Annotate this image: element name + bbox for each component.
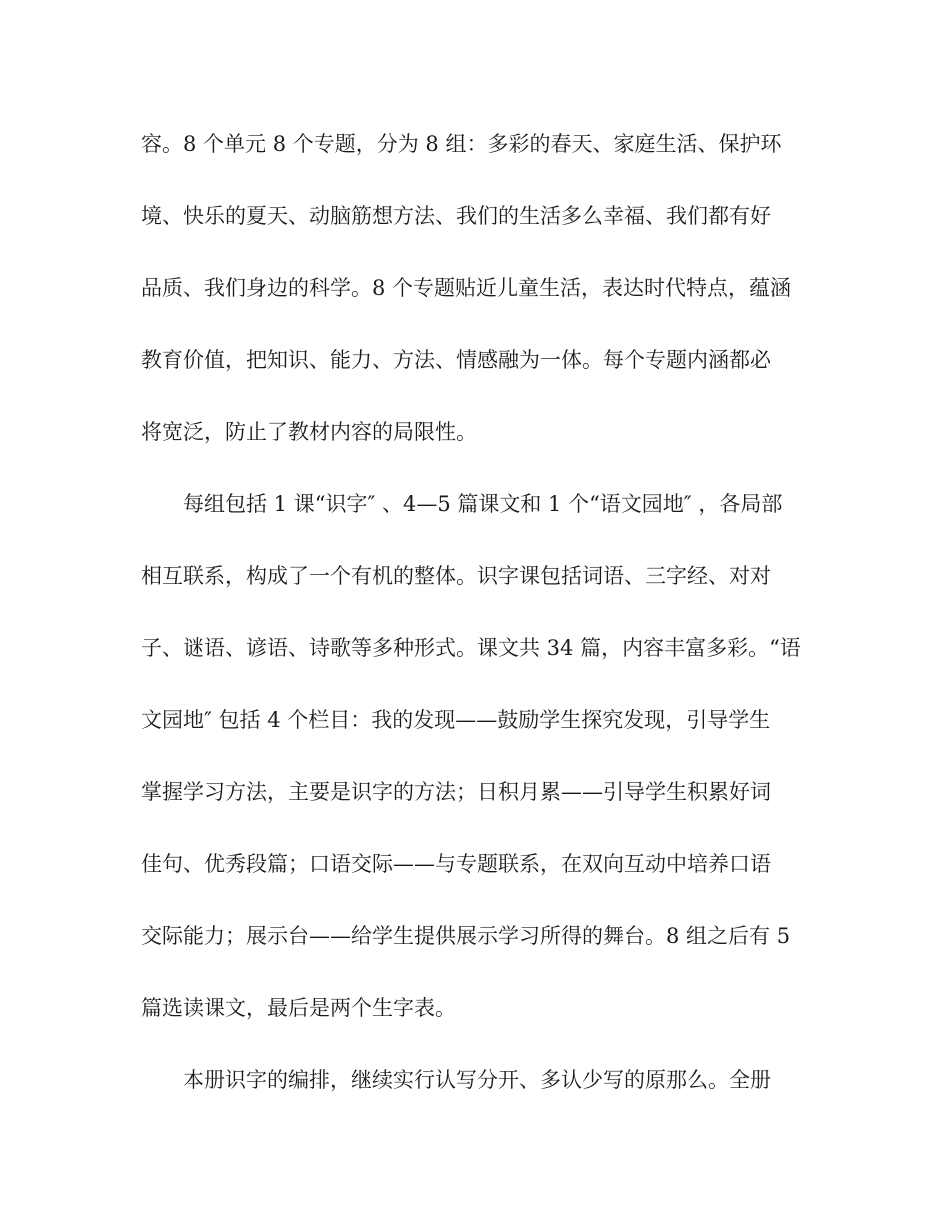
document-body [141, 120, 841, 1128]
text-line: 本册识字的编排，继续实行认写分开、多认少写的原那么。全册 [183, 1068, 771, 1092]
text-line: 佳句、优秀段篇；口语交际——与专题联系，在双向互动中培养口语 [141, 852, 771, 876]
paragraph [141, 1056, 841, 1128]
text-line: 境、快乐的夏天、动脑筋想方法、我们的生活多么幸福、我们都有好 [141, 204, 771, 228]
text-line: 篇选读课文，最后是两个生字表。 [141, 996, 456, 1020]
text-line: 容。8 个单元 8 个专题，分为 8 组：多彩的春天、家庭生活、保护环 [141, 132, 782, 156]
text-line: 品质、我们身边的科学。8 个专题贴近儿童生活，表达时代特点，蕴涵 [141, 276, 792, 300]
text-line: 文园地″ 包括 4 个栏目：我的发现——鼓励学生探究发现，引导学生 [141, 708, 771, 732]
paragraph [141, 120, 841, 480]
text-line: 教育价值，把知识、能力、方法、情感融为一体。每个专题内涵都必 [141, 348, 771, 372]
text-line: 掌握学习方法，主要是识字的方法；日积月累——引导学生积累好词 [141, 780, 771, 804]
text-line: 子、谜语、谚语、诗歌等多种形式。课文共 34 篇，内容丰富多彩。“语 [141, 636, 801, 660]
text-line: 交际能力；展示台——给学生提供展示学习所得的舞台。8 组之后有 5 [141, 924, 791, 948]
paragraph [141, 480, 841, 1056]
text-line: 相互联系，构成了一个有机的整体。识字课包括词语、三字经、对对 [141, 564, 771, 588]
text-line: 将宽泛，防止了教材内容的局限性。 [141, 420, 477, 444]
text-line: 每组包括 1 课“识字″ 、4—5 篇课文和 1 个“语文园地″ ，各局部 [183, 492, 783, 516]
